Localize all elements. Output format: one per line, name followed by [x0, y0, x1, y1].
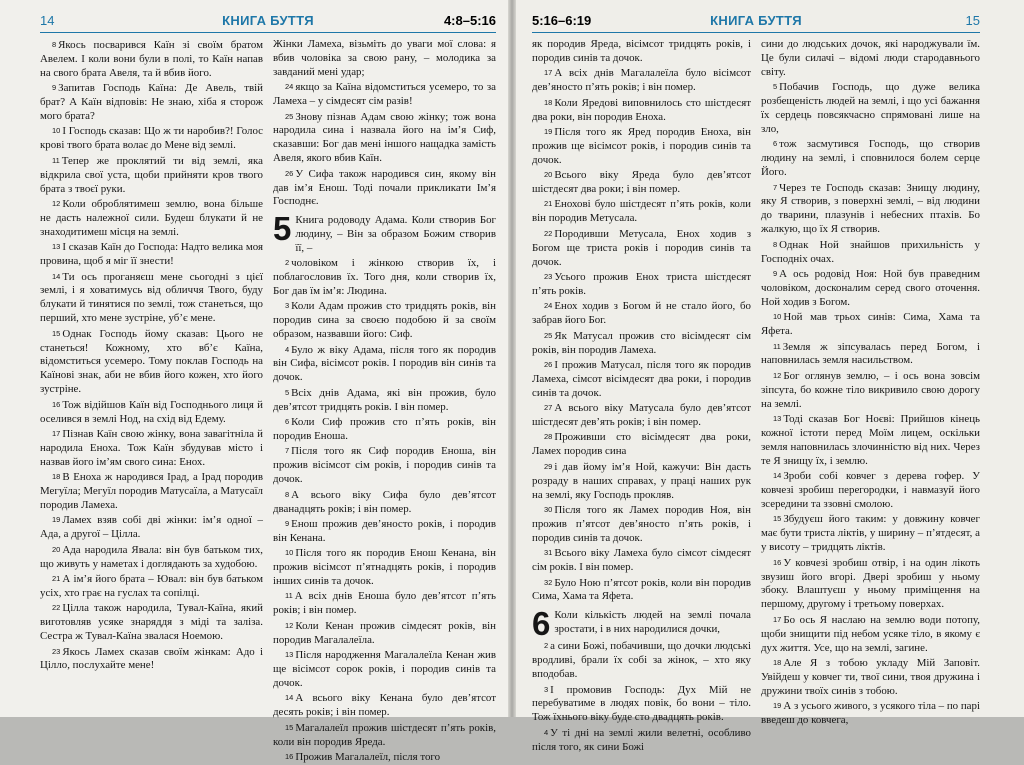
verse [532, 299, 751, 328]
verse [40, 270, 263, 327]
verse-list [532, 38, 751, 604]
verse-number: 8 [285, 489, 290, 499]
chapter-5-heading [273, 210, 496, 256]
verse [532, 639, 751, 682]
verse [761, 412, 980, 469]
verse-text: А всього віку Сифа було дев’ятсот дванадцять років; і він помер. [273, 488, 496, 515]
verse-text: Після того як Ламех породив Ноя, він прожив п’ятсот дев’яносто п’ять років, і породив синів та дочок. [532, 504, 751, 544]
verse [532, 358, 751, 401]
verse [532, 38, 751, 66]
verse-text: сини до людських дочок, які народжували їм. Це були силачі – відомі люди стародавнього світу. [761, 38, 980, 78]
verse-number: 15 [285, 722, 294, 732]
verse [532, 227, 751, 270]
verse-text: Через те Господь сказав: Знищу людину, яку Я створив, з поверхні землі, – від людини до тварини, плазунів і небесних птахів. Бо жалкую, що їх Я створив. [761, 181, 980, 236]
verse-number: 9 [773, 269, 778, 278]
verse-number: 8 [773, 239, 778, 249]
verse [273, 691, 496, 720]
verse [273, 415, 496, 444]
verse-text: Запитав Господь Каїна: Де Авель, твій брат? А Каїн відповів: Не знаю, хіба я сторож мого брата? [40, 82, 263, 123]
verse [40, 197, 263, 240]
verse-text: Було ж віку Адама, після того як породив він Сифа, вісімсот років. І породив він синів та дочок. [273, 343, 496, 384]
verse [761, 613, 980, 656]
verse [273, 589, 496, 618]
verse-text: і дав йому ім’я Ной, кажучи: Він дасть розраду в наших справах, у праці наших рук на землі, яку Господь прокляв. [532, 460, 751, 501]
verse [761, 340, 980, 369]
verse-text: Ламех взяв собі дві жінки: ім’я одної – Ада, а другої – Цілла. [40, 514, 263, 541]
right-column-2 [761, 38, 980, 755]
verse-text: Після народження Магалалеїла Кенан жив ще вісімсот сорок років, і породив синів та дочок. [273, 649, 496, 689]
verse [761, 137, 980, 180]
verse-text: Ада народила Явала: він був батьком тих, що живуть у наметах і доглядають за худобою. [40, 543, 263, 570]
verse-text: Збудуєш його таким: у довжину ковчег має бути триста ліктів, у ширину – п’ятдесят, а у висоту – тридцять ліктів. [761, 513, 980, 554]
verse [761, 38, 980, 80]
verse-text: Тоді сказав Бог Ноєві: Прийшов кінець кожної істоти перед Моїм лицем, оскільки земля наповнилась злочинністю від них. Через те Я знищу їх, і землю. [761, 413, 980, 467]
verse [40, 327, 263, 398]
verse-number: 27 [544, 403, 553, 413]
verse-text: Коли оброблятимеш землю, вона більше не дасть належної сили. Будеш блукати й не знаходитимеш місця на землі. [40, 197, 263, 238]
right-page-number: 15 [965, 13, 980, 28]
verse-number: 11 [773, 341, 781, 351]
verse [532, 66, 751, 95]
verse [273, 648, 496, 691]
verse-number: 18 [544, 97, 553, 107]
left-page-number: 14 [40, 13, 55, 28]
verse-number: 15 [773, 514, 782, 524]
verse-text: А ось родовід Ноя: Ной був праведним чоловіком, досконалим серед свого оточення. Ной ходив з Богом. [761, 268, 980, 308]
verse-number: 4 [285, 344, 290, 354]
verse [40, 543, 263, 572]
right-running-title: КНИГА БУТТЯ [710, 13, 802, 28]
verse-text: Після того як Яред породив Еноха, він прожив ще вісімсот років, і породив синів та дочок. [532, 125, 751, 166]
verse [532, 96, 751, 125]
verse [273, 619, 496, 648]
verse-text: Тепер же проклятий ти від землі, яка відкрила свої уста, щоби прийняти кров твого брата з твоєї руки. [40, 154, 263, 195]
verse-text: І промовив Господь: Дух Мій не перебуватиме в людях повік, бо вони – тіло. Тож їхнього віку буде сто двадцять років. [532, 683, 751, 724]
verse [532, 503, 751, 546]
verse-number: 23 [544, 272, 553, 281]
verse-text: як породив Яреда, вісімсот тридцять років, і породив синів та дочок. [532, 38, 751, 64]
verse-text: А всього віку Матусала було дев’ятсот шістдесят дев’ять років; і він помер. [532, 402, 751, 429]
verse-number: 7 [285, 446, 290, 456]
verse-text: У ковчезі зробиш отвір, і на один лікоть звузиш його вгорі. Двері зробиш у ньому збоку. Влаштуєш у ньому приміщення на першому, другому і третьому поверхах. [761, 556, 980, 611]
verse-text: Побачив Господь, що дуже велика розбещеність людей на землі, і що усі бажання їх сердець повсякчасно спрямовані лише на зло, [761, 81, 980, 135]
verse-number: 30 [544, 505, 553, 514]
verse [532, 460, 751, 503]
verse-text: Проживши сто вісімдесят два роки, Ламех породив сина [532, 431, 751, 458]
verse-text: Енош прожив дев’яносто років, і породив він Кенана. [273, 517, 496, 544]
verse [761, 369, 980, 412]
verse-number: 2 [285, 258, 290, 268]
verse-text: Прожив Магалалеїл, після того [295, 750, 441, 763]
verse-number: 3 [544, 684, 549, 694]
verse-text: І сказав Каїн до Господа: Надто велика моя провина, щоб я міг її знести! [40, 241, 263, 268]
verse-number: 32 [544, 577, 553, 587]
verse-number: 17 [773, 614, 782, 624]
verse [40, 81, 263, 124]
verse-number: 21 [52, 574, 61, 584]
verse-number: 10 [773, 312, 782, 322]
verse-text: тож засмутився Господь, що створив людину на землі, і сповнилося болем серце Його. [761, 138, 980, 179]
verse-list [273, 38, 496, 209]
verse-text: Знову пізнав Адам свою жінку; тож вона народила сина і назвала його на ім’я Сиф, сказавши: Бог дав мені іншого нащадка замість Авеля, якого вбив Каїн. [273, 110, 496, 165]
verse [273, 750, 496, 765]
verse-list [40, 38, 263, 673]
verse-list [761, 38, 980, 728]
verse [40, 572, 263, 601]
right-columns [532, 38, 980, 755]
verse-text: Всіх днів Адама, які він прожив, було дев’ятсот тридцять років. І він помер. [273, 386, 496, 413]
verse-number: 22 [52, 603, 61, 613]
verse-text: А всього віку Кенана було дев’ятсот десять років; і він помер. [273, 692, 496, 719]
verse [532, 401, 751, 430]
verse-number: 12 [773, 370, 782, 380]
verse [761, 238, 980, 267]
verse-number: 13 [773, 414, 782, 424]
verse-text: Ной мав трьох синів: Сима, Хама та Яфета. [761, 311, 980, 338]
verse-number: 28 [544, 432, 553, 442]
verse-number: 6 [285, 417, 290, 427]
verse-number: 20 [544, 170, 553, 180]
verse [40, 124, 263, 153]
verse [40, 513, 263, 542]
verse [40, 601, 263, 644]
verse-text: І прожив Матусал, після того як породив Ламеха, сімсот вісімдесят два роки, і породив синів та дочок. [532, 358, 751, 399]
verse [273, 386, 496, 415]
verse-number: 15 [52, 328, 61, 338]
verse-number: 10 [285, 548, 294, 558]
verse-number: 2 [544, 641, 549, 651]
verse-text: У ті дні на землі жили велетні, особливо після того, як сини Божі [532, 726, 751, 753]
chapter-number: 5 [273, 210, 292, 248]
left-running-title: КНИГА БУТТЯ [222, 13, 314, 28]
verse-number: 22 [544, 228, 553, 238]
verse-text: Коли Адам прожив сто тридцять років, він породив сина за своєю подобою й за своїм образом, назвавши його: Сиф. [273, 300, 496, 341]
verse [273, 299, 496, 342]
book-gutter [508, 0, 516, 717]
verse-text: Енох ходив з Богом й не стало його, бо забрав його Бог. [532, 300, 751, 327]
verse [273, 721, 496, 750]
verse-list [273, 256, 496, 765]
verse [273, 256, 496, 299]
verse [761, 469, 980, 512]
verse-text: Бог оглянув землю, – і ось вона зовсім зіпсута, бо кожне тіло викривило свою дорогу на землі. [761, 369, 980, 410]
verse-number: 17 [52, 428, 61, 438]
verse-number: 14 [52, 271, 61, 281]
verse-number: 14 [773, 471, 782, 481]
verse [532, 576, 751, 605]
left-column-1 [40, 38, 263, 765]
verse-text: Коли Кенан прожив сімдесят років, він породив Магалалеїла. [273, 619, 496, 646]
verse [761, 512, 980, 555]
verse-number: 14 [285, 693, 294, 703]
verse-text: Усього прожив Енох триста шістдесят п’ять років. [532, 271, 751, 297]
chapter-number: 6 [532, 605, 551, 643]
verse-text: Коли Яредові виповнилось сто шістдесят два роки, він породив Еноха. [532, 96, 751, 123]
verse [532, 168, 751, 197]
verse-number: 11 [285, 591, 293, 601]
verse [40, 398, 263, 427]
verse [273, 343, 496, 386]
verse [273, 488, 496, 517]
verse-text: Після того як породив Енош Кенана, він прожив вісімсот п’ятнадцять років, і породив інших синів та дочок. [273, 547, 496, 588]
verse-number: 16 [285, 751, 294, 761]
verse-text: В Еноха ж народився Ірад, а Ірад породив Мегуїла; Мегуїл породив Матусаїла, а Матусаїл породив Ламеха. [40, 471, 263, 511]
verse-number: 13 [52, 242, 61, 252]
verse [40, 427, 263, 470]
verse-number: 7 [773, 182, 778, 192]
verse-number: 24 [285, 82, 294, 92]
verse-number: 25 [285, 111, 294, 121]
verse-text: Після того як Сиф породив Еноша, він прожив вісімсот сім років, і породив синів та дочок. [273, 445, 496, 486]
right-running-header [532, 10, 980, 33]
verse-text: Однак Господь йому сказав: Цього не станеться! Кожному, хто вб’є Каїна, відомститься усемеро. Тому поклав Господь на Каїнові знак, аби не вбив його кожен, хто його зустріне. [40, 327, 263, 396]
verse-text: Ти ось проганяєш мене сьогодні з цієї землі, і я ховатимусь від обличчя Твого, буду блукати й тинятися по землі, тож станеться, що перший, хто мене зустріне, уб’є мене. [40, 270, 263, 325]
verse-text: Всього віку Ламеха було сімсот сімдесят сім років. І він помер. [532, 547, 751, 574]
verse-text: Енохові було шістдесят п’ять років, коли він породив Метусала. [532, 198, 751, 225]
verse-text: Як Матусал прожив сто вісімдесят сім років, він породив Ламеха. [532, 329, 751, 356]
verse-text: Але Я з тобою укладу Мій Заповіт. Увійдеш у ковчег ти, твої сини, твоя дружина і дружини твоїх синів з тобою. [761, 656, 980, 697]
verse-number: 4 [544, 727, 549, 737]
left-running-header [40, 10, 496, 33]
verse-number: 23 [52, 646, 61, 656]
verse-text: Коли Сиф прожив сто п’ять років, він породив Еноша. [273, 416, 496, 442]
verse-text: якщо за Каїна відомститься усемеро, то за Ламеха – у сімдесят сім разів! [273, 81, 496, 108]
verse-text: Породивши Метусала, Енох ходив з Богом ще триста років і породив синів та дочок. [532, 227, 751, 268]
verse [40, 154, 263, 197]
verse-number: 10 [52, 126, 61, 136]
verse [532, 329, 751, 358]
verse [273, 110, 496, 167]
verse-text: А всіх днів Еноша було дев’ятсот п’ять років; і він помер. [273, 590, 496, 617]
verse-number: 18 [773, 657, 782, 667]
verse [761, 267, 980, 310]
verse-text: У Сифа також народився син, якому він дав ім’я Енош. Тоді почали прикликати Ім’я Господнє. [273, 167, 496, 208]
verse-number: 24 [544, 301, 553, 311]
verse-number: 18 [52, 472, 61, 482]
verse-text: Було Ною п’ятсот років, коли він породив Сима, Хама та Яфета. [532, 576, 751, 603]
verse-number: 13 [285, 650, 294, 660]
verse-text: Тож відійшов Каїн від Господнього лиця й оселився в землі Нод, на схід від Едему. [40, 398, 263, 425]
verse [273, 38, 496, 80]
verse-text: Однак Ной знайшов прихильність у Господніх очах. [761, 238, 980, 265]
verse-text: Жінки Ламеха, візьміть до уваги мої слова: я вбив чоловіка за свою рану, – молодика за завданий мені удар; [273, 38, 496, 78]
verse [532, 125, 751, 168]
verse-text: Магалалеїл прожив шістдесят п’ять років, коли він породив Яреда. [273, 721, 496, 748]
verse-text: А ім’я його брата – Ювал: він був батьком усіх, хто грає на гуслах та сопілці. [40, 573, 263, 599]
verse [532, 683, 751, 726]
verse [273, 167, 496, 210]
verse-number: 12 [285, 620, 294, 630]
verse-number: 5 [773, 82, 778, 92]
verse-text: А всіх днів Магалалеїла було вісімсот дев’яносто п’ять років; і він помер. [532, 67, 751, 94]
verse-number: 16 [773, 557, 782, 567]
verse-number: 19 [52, 515, 61, 525]
verse [273, 80, 496, 109]
verse-list [532, 639, 751, 754]
verse-number: 19 [773, 701, 782, 711]
verse [761, 556, 980, 613]
verse-text: а сини Божі, побачивши, що дочки людські вродливі, брали їх собі за жінок, – хто яку вподобав. [532, 640, 751, 681]
chapter-opening-text: Коли кількість людей на землі почала зростати, і в них народилися дочки, [554, 609, 751, 636]
verse-number: 12 [52, 198, 61, 208]
verse-number: 21 [544, 199, 553, 209]
verse-number: 31 [544, 548, 553, 558]
verse-text: Якось Ламех сказав своїм жінкам: Адо і Цілло, послухайте мене! [40, 645, 263, 672]
verse-number: 8 [52, 40, 57, 49]
verse [40, 470, 263, 513]
verse-number: 5 [285, 387, 290, 397]
verse-number: 20 [52, 544, 61, 554]
verse-text: Пізнав Каїн свою жінку, вона завагітніла й народила Еноха. Тож Каїн збудував місто і назвав його ім’ям свого сина: Енох. [40, 427, 263, 468]
verse-number: 9 [285, 518, 290, 528]
verse [40, 645, 263, 674]
right-page [516, 0, 1024, 753]
verse [761, 80, 980, 137]
verse-text: Бо ось Я наслаю на землю води потопу, щоби знищити під небом усяке тіло, в якому є дух життя. Усе, що на землі, загине. [761, 613, 980, 654]
verse [273, 546, 496, 589]
left-columns [40, 38, 496, 765]
verse-text: А з усього живого, з усякого тіла – по парі введеш до ковчега, [761, 700, 980, 727]
verse [761, 656, 980, 699]
verse [532, 430, 751, 459]
chapter-6-heading [532, 605, 751, 643]
verse-number: 16 [52, 399, 61, 409]
verse [532, 726, 751, 755]
verse-number: 9 [52, 83, 57, 93]
chapter-opening-text: Книга родоводу Адама. Коли створив Бог людину, – Він за образом Божим створив її, – [295, 214, 496, 255]
right-verse-range: 5:16–6:19 [532, 13, 592, 28]
verse [761, 699, 980, 728]
verse-text: Якось посварився Каїн зі своїм братом Авелем. І коли вони були в полі, то Каїн напав на свого брата Авеля, та й вбив його. [40, 39, 263, 79]
verse-number: 3 [285, 301, 290, 311]
verse-number: 19 [544, 126, 553, 136]
verse [40, 240, 263, 269]
verse [532, 546, 751, 575]
verse-number: 26 [285, 168, 294, 178]
left-page [0, 0, 508, 763]
verse-number: 17 [544, 68, 553, 78]
verse-text: Цілла також народила, Тувал-Каїна, який виготовляв усяке знаряддя з міді та заліза. Сестра ж Тувал-Каїна звалася Ноемою. [40, 602, 263, 643]
verse [761, 181, 980, 238]
verse [761, 310, 980, 339]
verse-number: 26 [544, 359, 553, 369]
verse [273, 517, 496, 546]
left-verse-range: 4:8–5:16 [443, 13, 496, 28]
verse-number: 25 [544, 330, 553, 340]
verse [40, 38, 263, 81]
verse-text: І Господь сказав: Що ж ти наробив?! Голос крові твого брата волає до Мене від землі. [40, 125, 263, 152]
verse [532, 270, 751, 299]
verse-text: чоловіком і жінкою створив їх, і поблагословив їх. Того дня, коли створив їх, Бог дав їм ім’я: Людина. [273, 257, 496, 297]
verse-number: 11 [52, 155, 60, 165]
verse-text: Земля ж зіпсувалась перед Богом, і наповнилась земля насильством. [761, 340, 980, 367]
right-column-1 [532, 38, 751, 755]
verse-number: 29 [544, 461, 553, 471]
verse [273, 444, 496, 487]
verse [532, 197, 751, 226]
verse-number: 6 [773, 139, 778, 149]
verse-text: Зроби собі ковчег з дерева гофер. У ковчезі зробиш перегородки, і навмазуй його зсередини та ззовні смолою. [761, 470, 980, 510]
verse-text: Всього віку Яреда було дев’ятсот шістдесят два роки; і він помер. [532, 169, 751, 196]
left-column-2 [273, 38, 496, 765]
